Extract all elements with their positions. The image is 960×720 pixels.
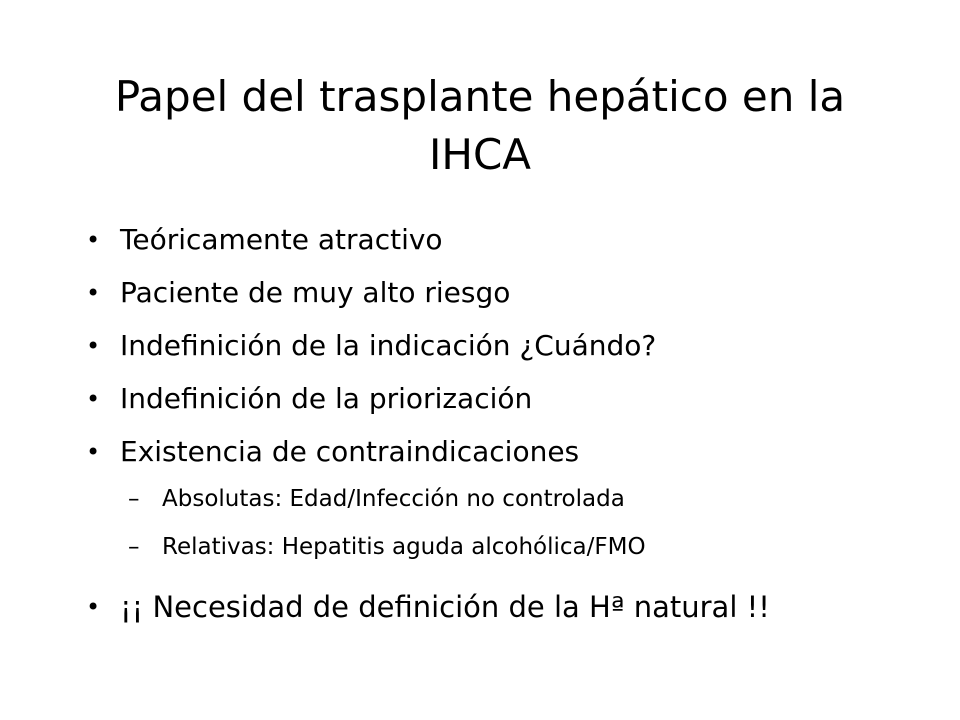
bullet-marker: • <box>86 279 101 307</box>
sub-bullet-marker: – <box>128 534 140 560</box>
sub-bullet-item <box>128 484 625 514</box>
bullet-marker: • <box>86 332 101 360</box>
bullet-text: ¡¡ Necesidad de definición de la Hª natural !! <box>120 590 770 624</box>
bullet-text: Teóricamente atractivo <box>120 223 443 256</box>
bullet-marker: • <box>86 438 101 466</box>
bullet-item <box>86 222 443 258</box>
bullet-marker: • <box>86 226 101 254</box>
sub-bullet-text: Relativas: Hepatitis aguda alcohólica/FMO <box>162 534 646 560</box>
bullet-item <box>86 434 580 470</box>
sub-bullet-item <box>128 532 646 562</box>
bullet-text: Existencia de contraindicaciones <box>120 435 580 468</box>
bullet-item <box>86 589 770 625</box>
bullet-item <box>86 275 511 311</box>
bullet-text: Paciente de muy alto riesgo <box>120 276 511 309</box>
bullet-text: Indefinición de la priorización <box>120 382 533 415</box>
bullet-item <box>86 328 657 364</box>
bullet-text: Indefinición de la indicación ¿Cuándo? <box>120 329 657 362</box>
bullet-item <box>86 381 533 417</box>
bullet-marker: • <box>86 385 101 413</box>
sub-bullet-text: Absolutas: Edad/Infección no controlada <box>162 486 625 512</box>
slide-title: Papel del trasplante hepático en la IHCA <box>114 72 846 179</box>
sub-bullet-marker: – <box>128 486 140 512</box>
bullet-marker: • <box>86 593 101 621</box>
